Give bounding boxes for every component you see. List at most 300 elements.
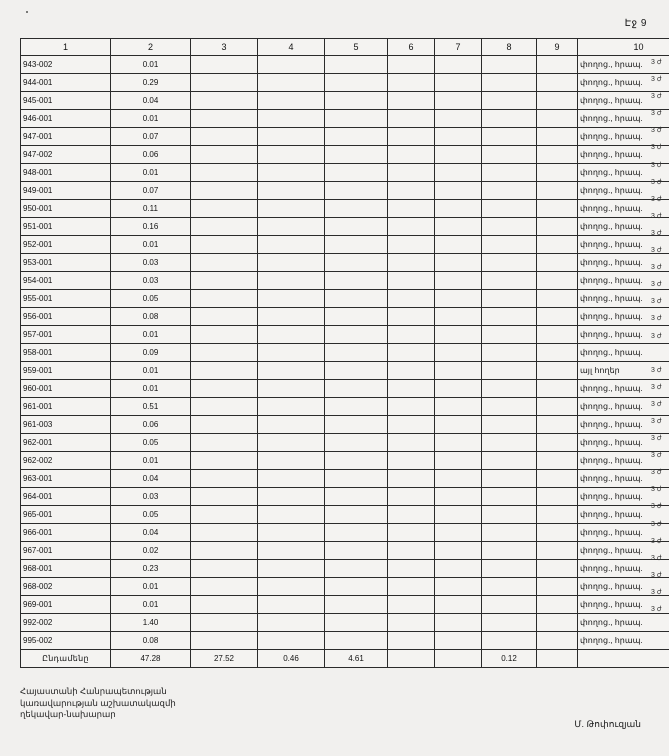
column-header-3: 3: [191, 39, 258, 56]
cell-9: [537, 128, 578, 146]
cell-3: [191, 254, 258, 272]
signature-name: Մ. Թոփուզյան: [574, 719, 641, 729]
cell-3: [191, 344, 258, 362]
cell-4: [258, 128, 325, 146]
cell-4: [258, 254, 325, 272]
cell-2: 0.03: [111, 254, 191, 272]
cell-4: [258, 416, 325, 434]
cell-10: փողոց., հրապ.: [578, 614, 669, 632]
cell-8: [482, 632, 537, 650]
column-header-1: 1: [21, 39, 111, 56]
table-row: [21, 236, 669, 254]
cell-4: [258, 236, 325, 254]
table-row: [21, 74, 669, 92]
cell-6: [388, 488, 435, 506]
cell-9: [537, 596, 578, 614]
cell-10: փողոց., հրապ.: [578, 182, 669, 200]
cell-8: [482, 326, 537, 344]
cell-9: [537, 308, 578, 326]
row-margin-mark: 3 ժ: [651, 452, 662, 460]
cell-9: [537, 470, 578, 488]
cell-8: [482, 110, 537, 128]
cell-5: [325, 452, 388, 470]
table-row: [21, 128, 669, 146]
row-margin-mark: 3 ժ: [651, 264, 662, 272]
cell-2: 0.07: [111, 128, 191, 146]
cell-1: 947-002: [21, 146, 111, 164]
footer-block: [20, 686, 176, 721]
cell-3: [191, 542, 258, 560]
cell-7: [435, 362, 482, 380]
cell-5: [325, 380, 388, 398]
cell-10: փողոց., հրապ.: [578, 596, 669, 614]
cell-1: 948-001: [21, 164, 111, 182]
cell-10: փողոց., հրապ.: [578, 398, 669, 416]
cell-9: [537, 92, 578, 110]
table-row: [21, 362, 669, 380]
table-row: [21, 596, 669, 614]
cell-2: 0.23: [111, 560, 191, 578]
cell-1: 950-001: [21, 200, 111, 218]
table-row: [21, 344, 669, 362]
cell-1: 961-001: [21, 398, 111, 416]
cell-9: [537, 182, 578, 200]
cell-6: [388, 182, 435, 200]
column-header-7: 7: [435, 39, 482, 56]
cell-4: [258, 272, 325, 290]
cell-4: [258, 596, 325, 614]
cell-7: [435, 560, 482, 578]
cell-8: [482, 398, 537, 416]
cell-3: [191, 200, 258, 218]
row-margin-mark: 3 ժ: [651, 212, 662, 220]
cell-3: [191, 182, 258, 200]
cell-8: [482, 506, 537, 524]
footer-line-1: Հայաստանի Հանրապետության: [20, 686, 167, 696]
cell-2: 0.01: [111, 56, 191, 74]
row-margin-mark: 3 ժ: [651, 571, 662, 579]
cell-8: [482, 380, 537, 398]
cell-7: [435, 416, 482, 434]
cell-2: 0.06: [111, 146, 191, 164]
cell-7: [435, 92, 482, 110]
table-row: [21, 146, 669, 164]
row-margin-mark: 3 ժ: [651, 435, 662, 443]
cell-6: [388, 344, 435, 362]
table-row: [21, 578, 669, 596]
cell-7: [435, 326, 482, 344]
cell-2: 0.08: [111, 632, 191, 650]
table-row: [21, 542, 669, 560]
cell-4: [258, 164, 325, 182]
table-body: [21, 56, 669, 650]
cell-3: [191, 578, 258, 596]
cell-10: փողոց., հրապ.: [578, 326, 669, 344]
cell-2: 0.01: [111, 578, 191, 596]
cell-6: [388, 218, 435, 236]
cell-4: [258, 344, 325, 362]
footer-line-3: ղեկավար-նախարար: [20, 709, 116, 719]
cell-2: 0.01: [111, 380, 191, 398]
cell-9: [537, 380, 578, 398]
cell-4: [258, 110, 325, 128]
cell-6: [388, 524, 435, 542]
total-col-5: 4.61: [325, 650, 388, 668]
cell-8: [482, 128, 537, 146]
cell-1: 954-001: [21, 272, 111, 290]
total-col-10: [578, 650, 669, 668]
cell-8: [482, 182, 537, 200]
cell-8: [482, 92, 537, 110]
cell-7: [435, 596, 482, 614]
row-margin-mark: 3 ժ: [651, 110, 662, 118]
cell-1: 964-001: [21, 488, 111, 506]
cell-7: [435, 128, 482, 146]
cell-5: [325, 560, 388, 578]
cell-6: [388, 110, 435, 128]
table-row: [21, 200, 669, 218]
cell-6: [388, 128, 435, 146]
cell-8: [482, 524, 537, 542]
row-margin-mark: 3 ժ: [651, 537, 662, 545]
cell-7: [435, 434, 482, 452]
cell-4: [258, 290, 325, 308]
cell-4: [258, 542, 325, 560]
cell-6: [388, 578, 435, 596]
cell-9: [537, 200, 578, 218]
cell-9: [537, 236, 578, 254]
cell-5: [325, 416, 388, 434]
cell-1: 957-001: [21, 326, 111, 344]
cell-10: փողոց., հրապ.: [578, 578, 669, 596]
cell-8: [482, 74, 537, 92]
cell-3: [191, 146, 258, 164]
cell-7: [435, 146, 482, 164]
cell-2: 0.01: [111, 164, 191, 182]
cell-1: 947-001: [21, 128, 111, 146]
table-row: [21, 470, 669, 488]
table-row: [21, 92, 669, 110]
cell-10: փողոց., հրապ.: [578, 452, 669, 470]
cell-3: [191, 362, 258, 380]
cell-10: փողոց., հրապ.: [578, 200, 669, 218]
land-registry-table: [20, 38, 669, 668]
total-col-9: [537, 650, 578, 668]
cell-8: [482, 452, 537, 470]
cell-5: [325, 326, 388, 344]
row-margin-mark: 3 ժ: [651, 332, 662, 340]
cell-2: 0.07: [111, 182, 191, 200]
row-margin-mark: 3 ժ: [651, 520, 662, 528]
row-margin-mark: 3 ժ: [651, 469, 662, 477]
cell-5: [325, 164, 388, 182]
cell-5: [325, 578, 388, 596]
cell-2: 0.01: [111, 452, 191, 470]
cell-3: [191, 560, 258, 578]
row-margin-mark: 3 ժ: [651, 76, 662, 84]
cell-5: [325, 308, 388, 326]
row-margin-mark: 3 ժ: [651, 366, 662, 374]
cell-5: [325, 632, 388, 650]
margin-annotation-column: [649, 54, 667, 618]
cell-3: [191, 218, 258, 236]
cell-10: փողոց., հրապ.: [578, 272, 669, 290]
cell-2: 0.51: [111, 398, 191, 416]
table-row: [21, 164, 669, 182]
row-margin-mark: 3 ժ: [651, 588, 662, 596]
table-row: [21, 524, 669, 542]
row-margin-mark: 3 ժ: [651, 383, 662, 391]
cell-5: [325, 488, 388, 506]
cell-3: [191, 326, 258, 344]
cell-6: [388, 236, 435, 254]
cell-9: [537, 110, 578, 128]
cell-2: 0.05: [111, 290, 191, 308]
cell-1: 966-001: [21, 524, 111, 542]
cell-6: [388, 362, 435, 380]
cell-1: 958-001: [21, 344, 111, 362]
cell-8: [482, 362, 537, 380]
table-row: [21, 380, 669, 398]
cell-4: [258, 308, 325, 326]
cell-1: 995-002: [21, 632, 111, 650]
cell-9: [537, 614, 578, 632]
cell-7: [435, 524, 482, 542]
table-row: [21, 308, 669, 326]
cell-9: [537, 74, 578, 92]
cell-6: [388, 200, 435, 218]
cell-7: [435, 182, 482, 200]
row-margin-mark: 3 ժ: [651, 247, 662, 255]
data-table-container: [20, 38, 649, 668]
cell-7: [435, 344, 482, 362]
cell-7: [435, 200, 482, 218]
cell-5: [325, 236, 388, 254]
row-margin-mark: 3 ժ: [651, 606, 662, 613]
row-margin-mark: 3 ժ: [651, 315, 662, 323]
cell-6: [388, 56, 435, 74]
cell-5: [325, 524, 388, 542]
cell-1: 965-001: [21, 506, 111, 524]
column-header-6: 6: [388, 39, 435, 56]
cell-4: [258, 200, 325, 218]
cell-9: [537, 56, 578, 74]
cell-10: փողոց., հրապ.: [578, 434, 669, 452]
cell-8: [482, 488, 537, 506]
cell-6: [388, 560, 435, 578]
cell-3: [191, 92, 258, 110]
cell-5: [325, 182, 388, 200]
cell-1: 963-001: [21, 470, 111, 488]
cell-5: [325, 92, 388, 110]
cell-5: [325, 470, 388, 488]
cell-9: [537, 326, 578, 344]
cell-10: փողոց., հրապ.: [578, 632, 669, 650]
cell-3: [191, 524, 258, 542]
cell-7: [435, 398, 482, 416]
cell-2: 0.03: [111, 272, 191, 290]
row-margin-mark: 3 ժ: [651, 178, 662, 186]
cell-4: [258, 434, 325, 452]
cell-3: [191, 56, 258, 74]
cell-2: 0.11: [111, 200, 191, 218]
cell-5: [325, 74, 388, 92]
cell-6: [388, 596, 435, 614]
cell-2: 0.05: [111, 506, 191, 524]
cell-8: [482, 560, 537, 578]
cell-3: [191, 272, 258, 290]
row-margin-mark: 3 ժ: [651, 195, 662, 203]
cell-7: [435, 56, 482, 74]
page-number: Էջ 9: [624, 18, 647, 29]
table-row: [21, 290, 669, 308]
cell-1: 967-001: [21, 542, 111, 560]
cell-8: [482, 344, 537, 362]
cell-7: [435, 614, 482, 632]
cell-5: [325, 200, 388, 218]
cell-10: փողոց., հրապ.: [578, 380, 669, 398]
total-col-6: [388, 650, 435, 668]
row-margin-mark: 3 ժ: [651, 417, 662, 425]
cell-2: 0.09: [111, 344, 191, 362]
cell-6: [388, 398, 435, 416]
cell-5: [325, 272, 388, 290]
table-row: [21, 416, 669, 434]
table-row: [21, 326, 669, 344]
cell-2: 1.40: [111, 614, 191, 632]
cell-1: 955-001: [21, 290, 111, 308]
row-margin-mark: 3 ժ: [651, 554, 662, 562]
cell-1: 945-001: [21, 92, 111, 110]
cell-8: [482, 290, 537, 308]
cell-4: [258, 56, 325, 74]
cell-5: [325, 398, 388, 416]
cell-1: 968-002: [21, 578, 111, 596]
cell-10: այլ հողեր: [578, 362, 669, 380]
cell-10: փողոց., հրապ.: [578, 290, 669, 308]
total-col-8: 0.12: [482, 650, 537, 668]
cell-1: 960-001: [21, 380, 111, 398]
cell-6: [388, 614, 435, 632]
cell-10: փողոց., հրապ.: [578, 470, 669, 488]
cell-1: 968-001: [21, 560, 111, 578]
cell-6: [388, 416, 435, 434]
cell-3: [191, 434, 258, 452]
cell-8: [482, 308, 537, 326]
table-row: [21, 218, 669, 236]
cell-5: [325, 614, 388, 632]
cell-8: [482, 596, 537, 614]
cell-10: փողոց., հրապ.: [578, 524, 669, 542]
cell-7: [435, 290, 482, 308]
cell-10: փողոց., հրապ.: [578, 236, 669, 254]
cell-8: [482, 578, 537, 596]
cell-3: [191, 506, 258, 524]
cell-5: [325, 290, 388, 308]
cell-8: [482, 416, 537, 434]
cell-6: [388, 74, 435, 92]
cell-6: [388, 164, 435, 182]
cell-3: [191, 488, 258, 506]
cell-7: [435, 236, 482, 254]
cell-3: [191, 380, 258, 398]
cell-7: [435, 488, 482, 506]
cell-4: [258, 380, 325, 398]
cell-3: [191, 416, 258, 434]
cell-10: փողոց., հրապ.: [578, 344, 669, 362]
cell-5: [325, 596, 388, 614]
cell-4: [258, 92, 325, 110]
cell-10: փողոց., հրապ.: [578, 254, 669, 272]
column-header-2: 2: [111, 39, 191, 56]
cell-4: [258, 398, 325, 416]
cell-5: [325, 542, 388, 560]
cell-9: [537, 398, 578, 416]
cell-4: [258, 218, 325, 236]
cell-1: 951-001: [21, 218, 111, 236]
cell-1: 992-002: [21, 614, 111, 632]
cell-7: [435, 578, 482, 596]
cell-5: [325, 344, 388, 362]
table-row: [21, 560, 669, 578]
cell-3: [191, 110, 258, 128]
cell-2: 0.06: [111, 416, 191, 434]
row-margin-mark: 3 ժ: [651, 298, 662, 306]
cell-5: [325, 254, 388, 272]
cell-1: 953-001: [21, 254, 111, 272]
cell-10: փողոց., հրապ.: [578, 146, 669, 164]
cell-9: [537, 254, 578, 272]
row-margin-mark: 3 ժ: [651, 486, 662, 494]
cell-8: [482, 164, 537, 182]
cell-9: [537, 452, 578, 470]
total-col-7: [435, 650, 482, 668]
cell-8: [482, 146, 537, 164]
cell-10: փողոց., հրապ.: [578, 74, 669, 92]
cell-1: 949-001: [21, 182, 111, 200]
table-row: [21, 272, 669, 290]
cell-5: [325, 218, 388, 236]
cell-1: 959-001: [21, 362, 111, 380]
cell-6: [388, 290, 435, 308]
cell-10: փողոց., հրապ.: [578, 218, 669, 236]
cell-7: [435, 110, 482, 128]
cell-3: [191, 470, 258, 488]
cell-8: [482, 434, 537, 452]
cell-6: [388, 380, 435, 398]
row-margin-mark: 3 ժ: [651, 503, 662, 511]
table-row: [21, 506, 669, 524]
cell-2: 0.01: [111, 596, 191, 614]
row-margin-mark: 3 ժ: [651, 281, 662, 289]
cell-3: [191, 164, 258, 182]
table-header-row: [21, 39, 669, 56]
cell-10: փողոց., հրապ.: [578, 488, 669, 506]
table-row: [21, 56, 669, 74]
cell-4: [258, 578, 325, 596]
cell-6: [388, 272, 435, 290]
cell-9: [537, 578, 578, 596]
cell-6: [388, 470, 435, 488]
cell-7: [435, 272, 482, 290]
cell-6: [388, 146, 435, 164]
cell-4: [258, 470, 325, 488]
cell-4: [258, 560, 325, 578]
cell-3: [191, 128, 258, 146]
cell-4: [258, 524, 325, 542]
cell-1: 961-003: [21, 416, 111, 434]
table-row: [21, 434, 669, 452]
